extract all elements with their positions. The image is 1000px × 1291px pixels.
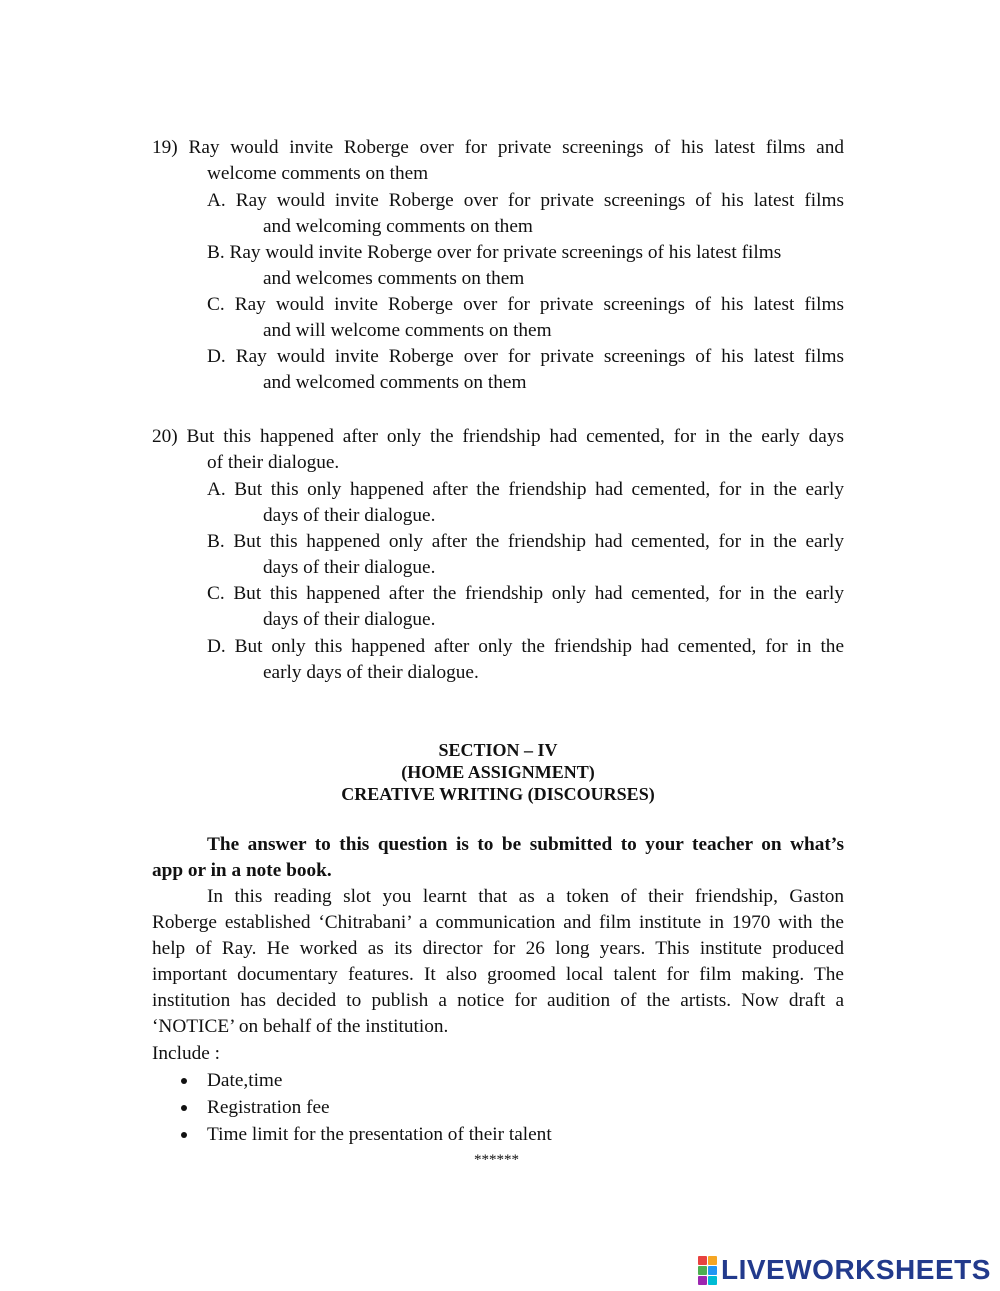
q19-stem-line-1: 19) Ray would invite Roberge over for private screenings of his latest films and: [152, 137, 844, 158]
q20-stem-line-1: 20) But this happened after only the friendship had cemented, for in the early days: [152, 426, 844, 447]
section-subtitle: (HOME ASSIGNMENT): [401, 762, 595, 782]
liveworksheets-icon: [698, 1256, 717, 1285]
q19-stem-line-2: welcome comments on them: [207, 163, 429, 184]
q20-option-b: B. But this happened only after the friendship had cemented, for in the early: [207, 531, 844, 552]
q20-option-c: C. But this happened after the friendship only had cemented, for in the early: [207, 583, 844, 604]
q20-option-b-cont: days of their dialogue.: [263, 557, 436, 578]
liveworksheets-wordmark: LIVEWORKSHEETS: [721, 1254, 991, 1285]
include-label: Include :: [152, 1043, 220, 1064]
q20-option-a: A. But this only happened after the friendship had cemented, for in the early: [207, 479, 844, 500]
instruction-bold-line-1: The answer to this question is to be submitted to your teacher on what’s: [207, 834, 844, 855]
q19-option-c: C. Ray would invite Roberge over for private screenings of his latest films: [207, 294, 844, 315]
q19-option-b: B. Ray would invite Roberge over for private screenings of his latest films: [207, 242, 782, 263]
q20-option-c-cont: days of their dialogue.: [263, 609, 436, 630]
paragraph-line-4: important documentary features. It also groomed local talent for film making. The: [152, 964, 844, 985]
q19-option-b-cont: and welcomes comments on them: [263, 268, 525, 289]
q19-option-a: A. Ray would invite Roberge over for private screenings of his latest films: [207, 190, 844, 211]
bullet-item-time-limit: Time limit for the presentation of their talent: [207, 1124, 552, 1145]
section-title: SECTION – IV: [438, 740, 558, 760]
bullet-dot-icon: [181, 1105, 187, 1111]
q19-option-d-cont: and welcomed comments on them: [263, 372, 527, 393]
q19-option-c-cont: and will welcome comments on them: [263, 320, 552, 341]
q20-option-d: D. But only this happened after only the friendship had cemented, for in the: [207, 636, 844, 657]
paragraph-line-1: In this reading slot you learnt that as a token of their friendship, Gaston: [207, 886, 844, 907]
bullet-item-registration-fee: Registration fee: [207, 1097, 330, 1118]
paragraph-line-5: institution has decided to publish a notice for audition of the artists. Now draft a: [152, 990, 844, 1011]
instruction-bold-line-2: app or in a note book.: [152, 860, 332, 881]
bullet-dot-icon: [181, 1078, 187, 1084]
q19-option-d: D. Ray would invite Roberge over for private screenings of his latest films: [207, 346, 844, 367]
section-heading: CREATIVE WRITING (DISCOURSES): [341, 784, 655, 804]
q20-stem-line-2: of their dialogue.: [207, 452, 340, 473]
paragraph-line-6: ‘NOTICE’ on behalf of the institution.: [152, 1016, 449, 1037]
paragraph-line-3: help of Ray. He worked as its director for 26 long years. This institute produced: [152, 938, 844, 959]
liveworksheets-logo: [698, 1256, 991, 1284]
bullet-dot-icon: [181, 1132, 187, 1138]
paragraph-line-2: Roberge established ‘Chitrabani’ a communication and film institute in 1970 with the: [152, 912, 844, 933]
q19-option-a-cont: and welcoming comments on them: [263, 216, 533, 237]
bullet-item-date-time: Date,time: [207, 1070, 283, 1091]
end-mark: ******: [474, 1152, 519, 1168]
q20-option-a-cont: days of their dialogue.: [263, 505, 436, 526]
q20-option-d-cont: early days of their dialogue.: [263, 662, 479, 683]
